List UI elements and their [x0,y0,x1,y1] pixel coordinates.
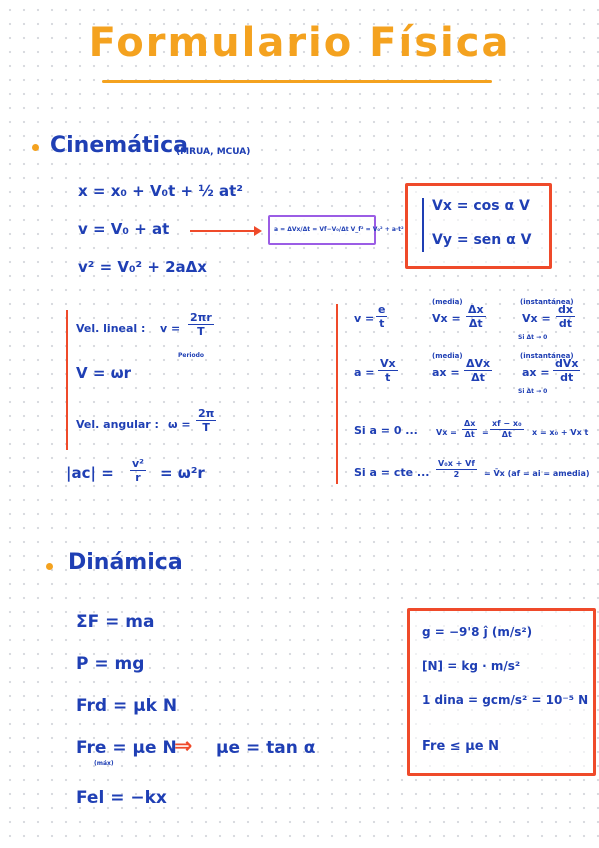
media-note-2: (media) [432,352,463,360]
arrow-to-formula-box [190,230,260,232]
a-v-label: a = [354,366,375,379]
periodo-note: Periodo [178,352,205,359]
vx-media-den: Δt [468,317,483,330]
si-a-zero: Si a = 0 ... [354,424,418,437]
instantanea-note-2: (instantánea) [520,352,574,360]
ax-media-den: Δt [471,371,485,384]
vel-lineal-den: T [197,325,205,338]
gravity-constant: g = −9'8 ĵ (m/s²) [422,625,533,639]
centripetal-left: |ac| = [66,464,114,482]
vel-angular-label: Vel. angular : [76,418,159,431]
vx-inst-fraction [556,304,575,329]
section-bullet [32,144,39,151]
v-e-den: t [379,317,385,330]
a-v-num: Vx [380,357,396,370]
a0-fraction-1 [462,420,477,439]
a0-den-2: Δt [501,430,512,439]
a0-num-1: Δx [464,419,476,428]
vel-lineal-v: v = [160,322,181,335]
a0-den-1: Δt [464,430,475,439]
equation-velocity: v = V₀ + at [78,220,170,238]
tan-alpha-equation: μe = tan α [216,738,316,758]
ax-inst-den: dt [560,371,574,384]
section-bullet-2 [46,563,53,570]
vx-media-label: Vx = [432,312,461,325]
cte-den: 2 [453,470,460,479]
vel-angular-fraction [196,408,216,433]
implies-arrow: ⇒ [174,734,193,759]
vel-angular-den: T [202,421,210,434]
vel-lineal-label: Vel. lineal : [76,322,146,335]
title-underline [102,80,492,83]
a0-num-2: xf − x₀ [492,419,522,428]
vel-lineal-fraction [188,312,214,337]
cte-fraction [436,460,477,479]
cte-num: V₀x + Vf [438,459,475,468]
page-title: Formulario Física [88,20,511,66]
purple-box-text: a = ΔVx/Δt = Vf−V₀/Δt V_f² = V₀² + a·t² [274,226,404,233]
vel-lineal-num: 2πr [190,311,212,324]
v-e-fraction [376,304,387,329]
dina-conversion: 1 dina = gcm/s² = 10⁻⁵ N [422,693,589,707]
centripetal-den: r [135,471,141,484]
static-friction: Fre = μe N [76,738,177,758]
centripetal-num: v² [132,457,144,470]
section-heading-cinematica: Cinemática [50,133,188,158]
v-e-num: e [378,303,386,316]
circular-brace [66,310,68,450]
ax-inst-fraction [553,358,580,383]
a-v-den: t [385,371,391,384]
a0-position: x = x₀ + Vx t [532,428,589,437]
vel-angular-w: ω = [168,418,191,431]
weight-equation: P = mg [76,654,145,674]
si-a-cte: Si a = cte ... [354,466,430,479]
static-friction-max: (máx) [94,760,114,767]
components-box [405,183,552,269]
kinematics-brace [336,304,338,484]
a0-equals: = [482,428,489,437]
ax-inst-label: ax = [522,366,550,379]
vx-inst-num: dx [558,303,573,316]
dinamica-constants-box [407,608,596,776]
vy-component: Vy = sen α V [432,232,532,248]
a0-fraction-2 [490,420,524,439]
vx-inst-label: Vx = [522,312,551,325]
equation-torricelli: v² = V₀² + 2aΔx [78,258,207,276]
vx-inst-den: dt [558,317,573,330]
centripetal-right: = ω²r [160,464,205,482]
cte-rest: = V̄x (af = ai = amedia) [484,469,590,478]
section-subheading: (MRUA, MCUA) [176,147,251,157]
centripetal-fraction [130,458,146,483]
v-omega-r: V = ωr [76,364,132,382]
si-limit-2: Si Δt → 0 [518,388,548,395]
vx-media-fraction [466,304,486,329]
ax-media-num: ΔVx [466,357,491,370]
section-heading-dinamica: Dinámica [68,550,183,575]
media-note-1: (media) [432,298,463,306]
v-e-label: v = [354,312,375,325]
equation-position: x = x₀ + V₀t + ½ at² [78,182,243,200]
ax-media-label: ax = [432,366,460,379]
vel-angular-num: 2π [198,407,215,420]
newton-unit: [N] = kg · m/s² [422,659,521,673]
kinetic-friction: Frd = μk N [76,696,178,716]
elastic-force: Fel = −kx [76,788,167,808]
newton-second-law: ΣF = ma [76,612,155,632]
components-brace [422,198,424,252]
purple-formula-box [268,215,404,245]
ax-inst-num: dVx [555,357,579,370]
instantanea-note-1: (instantánea) [520,298,574,306]
si-limit-1: Si Δt → 0 [518,334,548,341]
vx-media-num: Δx [468,303,484,316]
a-v-fraction [378,358,398,383]
friction-inequality: Fre ≤ μe N [422,739,500,754]
vx-component: Vx = cos α V [432,198,530,214]
a0-vx-label: Vx = [436,428,457,437]
ax-media-fraction [464,358,492,383]
